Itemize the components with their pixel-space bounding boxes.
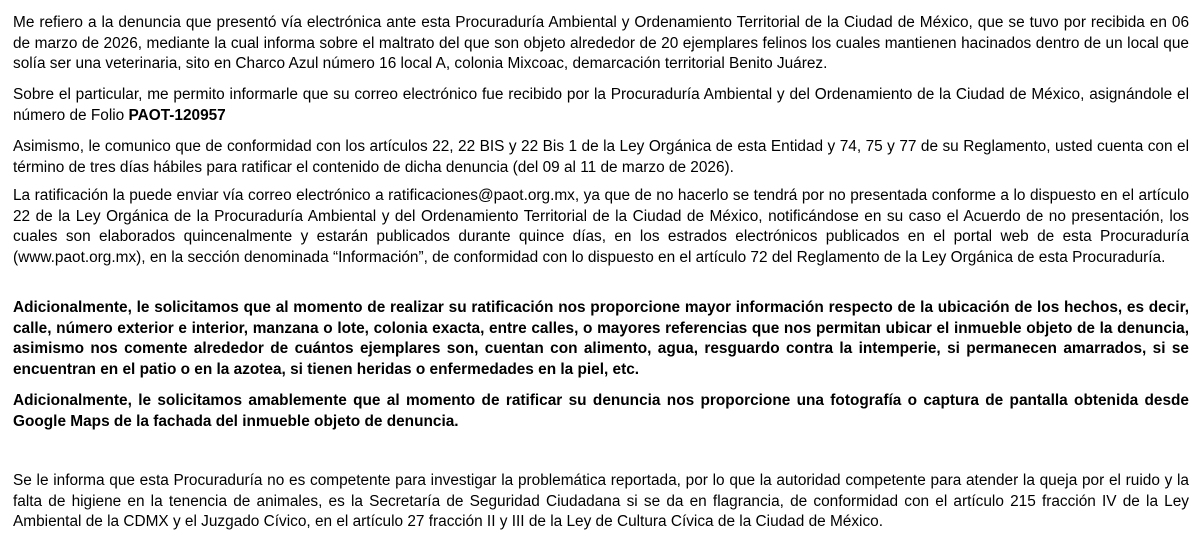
paragraph-ratification-term: Asimismo, le comunico que de conformidad con los artículos 22, 22 BIS y 22 Bis 1 de la Ley Orgánica de esta Entidad y 74, 75 y 77 de su Reglamento, usted cuenta con el término de tres días hábiles para ratificar el contenido de dicha denuncia (del 09 al 11 de marzo de 2026). xyxy=(13,138,1189,176)
folio-number: PAOT-120957 xyxy=(128,106,226,124)
paragraph-photo-request: Adicionalmente, le solicitamos amablemente que al momento de ratificar su denuncia nos proporcione una fotografía o captura de pantalla obtenida desde Google Maps de la fachada del inmueble objeto de denuncia. xyxy=(13,392,1189,430)
paragraph-competent-authority: Se le informa que esta Procuraduría no es competente para investigar la problemática reportada, por lo que la autoridad competente para atender la queja por el ruido y la falta de higiene en la tenencia de animales, es la Secretaría de Seguridad Ciudadana si se da en flagrancia, de conformidad con el artículo 215 fracción IV de la Ley Ambiental de la CDMX y el Juzgado Cívico, en el artículo 27 fracción II y III de la Ley de Cultura Cívica de la Ciudad de México. xyxy=(13,472,1189,531)
paragraph-ratification-instructions: La ratificación la puede enviar vía correo electrónico a ratificaciones@paot.org.mx, ya que de no hacerlo se tendrá por no presentada conforme a lo dispuesto en el artículo 22 de la Ley Orgánica de la Procuraduría Ambiental y del Ordenamiento Territorial de la Ciudad de México, notificándose en su caso el Acuerdo de no presentación, los cuales son elaborados quincenalmente y estarán publicados durante quince días, en los estrados electrónicos publicados en el portal web de esta Procuraduría (www.paot.org.mx), en la sección denominada “Información”, de conformidad con lo dispuesto en el artículo 72 del Reglamento de la Ley Orgánica de esta Procuraduría. xyxy=(13,187,1189,266)
paragraph-additional-information-request: Adicionalmente, le solicitamos que al momento de realizar su ratificación nos proporcione mayor información respecto de la ubicación de los hechos, es decir, calle, número exterior e interior, manzana o lote, colonia exacta, entre calles, o mayores referencias que nos permitan ubicar el inmueble objeto de la denuncia, asimismo nos comente alrededor de cuántos ejemplares son, cuentan con alimento, agua, resguardo contra la intemperie, si permanecen amarrados, si se encuentran en el patio o en la azotea, si tienen heridas o enfermedades en la piel, etc. xyxy=(13,299,1189,378)
folio-intro-text: Sobre el particular, me permito informarle que su correo electrónico fue recibido por la Procuraduría Ambiental y del Ordenamiento de la Ciudad de México, asignándole el número de Folio xyxy=(13,86,1189,124)
paragraph-folio-assignment xyxy=(13,85,1189,126)
paragraph-complaint-reference: Me refiero a la denuncia que presentó vía electrónica ante esta Procuraduría Ambiental y Ordenamiento Territorial de la Ciudad de México, que se tuvo por recibida en 06 de marzo de 2026, mediante la cual informa sobre el maltrato del que son objeto alrededor de 20 ejemplares felinos los cuales mantienen hacinados dentro de un local que solía ser una veterinaria, sito en Charco Azul número 16 local A, colonia Mixcoac, demarcación territorial Benito Juárez. xyxy=(13,14,1189,73)
